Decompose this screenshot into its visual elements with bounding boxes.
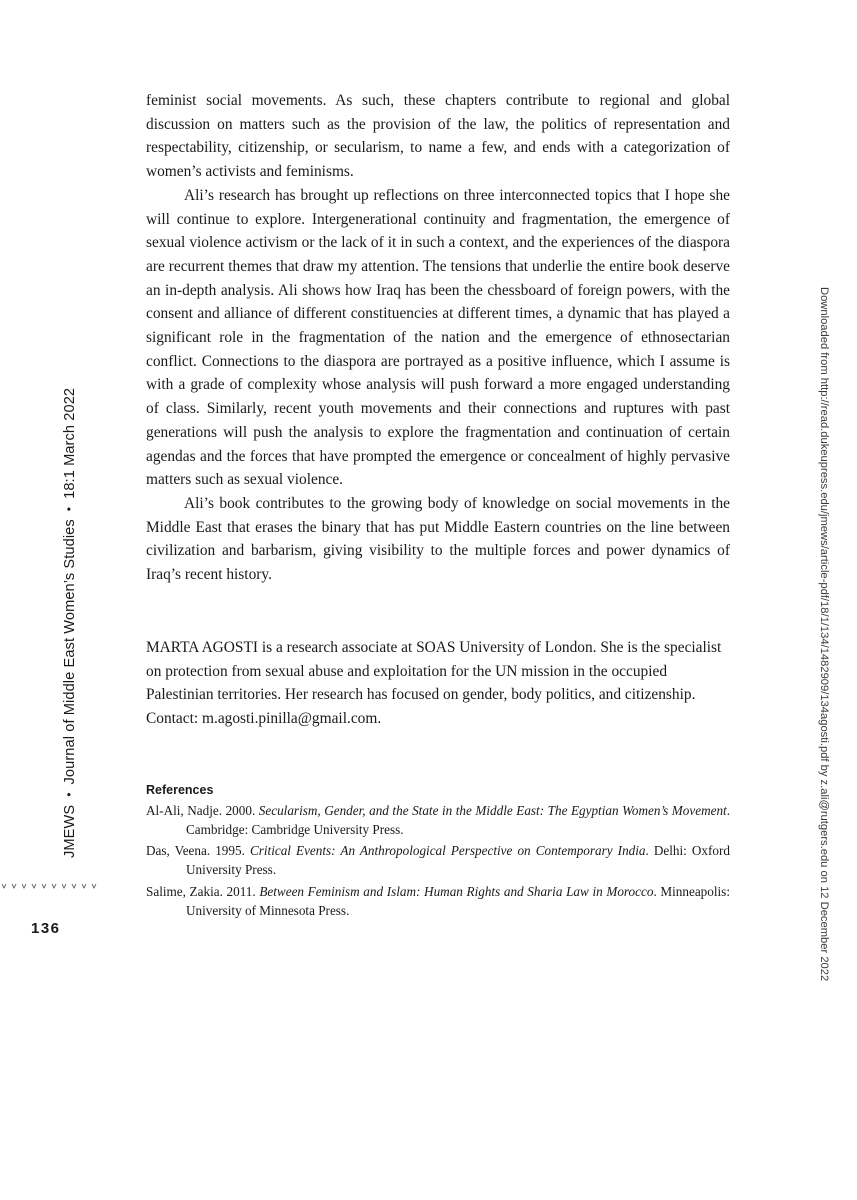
body-paragraph: Ali’s research has brought up reflections on three interconnected topics that I hope she will continue to explore. Intergenerational continuity and fragmentation, the emergence of sexual violence activism or the lack of it in such a context, and the experiences of the diaspora are recurrent themes that draw my attention. The tensions that underlie the entire book deserve an in-depth analysis. Ali shows how Iraq has been the chessboard of foreign powers, with the consent and alliance of different constituencies at different times, a dynamic that has played a significant role in the fragmentation of the nation and the emergence of ethnosectarian conflict. Connections to the diaspora are portrayed as a positive influence, which I assume is with a grade of complexity whose analysis will push forward a more engaged understanding of class. Similarly, recent youth movements and their connections and ruptures with past generations will push the analysis to explore the fragmentation and continuation of certain agendas and the forces that have prompted the emergence or concealment of highly pervasive matters such as sexual violence.	[146, 186, 730, 489]
separator-bullet: •	[62, 506, 76, 512]
journal-name: Journal of Middle East Women’s Studies	[62, 519, 78, 785]
running-head	[62, 388, 78, 858]
reference-title: Between Feminism and Islam: Human Rights and Sharia Law in Morocco	[259, 883, 654, 899]
reference-tail: . Delhi: Oxford University Press.	[186, 843, 730, 878]
page-number: 136	[31, 920, 61, 937]
reference-entry	[146, 883, 730, 921]
body-paragraph: feminist social movements. As such, these chapters contribute to regional and global discussion on matters such as the provision of the law, the politics of representation and respectability, citizenship, or secularism, to name a few, and ends with a categorization of women’s activists and feminisms.	[146, 92, 730, 181]
references-section	[146, 781, 730, 924]
reference-lead: Al-Ali, Nadje. 2000.	[146, 802, 259, 818]
article-body	[146, 89, 730, 587]
references-heading: References	[146, 783, 214, 797]
separator-bullet: •	[62, 792, 76, 797]
body-paragraph: Ali’s book contributes to the growing body of knowledge on social movements in the Middle East that erases the binary that has put Middle Eastern countries on the line between civilization and barbarism, giving visibility to the multiple forces and power dynamics of Iraq’s recent history.	[146, 494, 730, 584]
reference-tail: . Minneapolis: University of Minnesota Press.	[186, 883, 730, 918]
reference-title: Secularism, Gender, and the State in the Middle East: The Egyptian Women’s Movement	[258, 802, 727, 818]
reference-title: Critical Events: An Anthropological Perspective on Contemporary India	[249, 843, 646, 859]
author-bio	[146, 636, 730, 731]
ornament-icon	[0, 880, 100, 892]
reference-lead: Das, Veena. 1995.	[146, 843, 250, 859]
reference-lead: Salime, Zakia. 2011.	[146, 883, 260, 899]
reference-entry	[146, 802, 730, 840]
journal-abbrev: JMEWS	[62, 804, 78, 858]
author-bio-text: MARTA AGOSTI is a research associate at SOAS University of London. She is the specialist on protection from sexual abuse and exploitation for the UN mission in the occupied Palestinian territories. Her research has focused on gender, body politics, and citizenship. Contact: m.agosti.pinilla@gmail.com.	[146, 639, 722, 728]
reference-entry	[146, 842, 730, 880]
issue-info: 18:1 March 2022	[62, 387, 78, 499]
download-watermark: Downloaded from http://read.dukeupress.edu/jmews/article-pdf/18/1/134/1482909/134agosti.pdf by z.ali@rutgers.edu on 12 December 2022	[818, 287, 830, 982]
reference-tail: . Cambridge: Cambridge University Press.	[186, 802, 731, 837]
